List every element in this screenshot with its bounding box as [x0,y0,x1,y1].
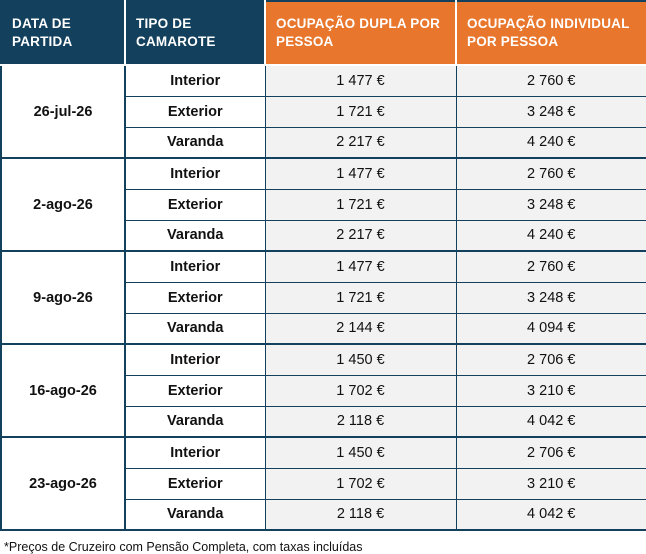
table-body [1,65,646,530]
table-row [1,344,646,375]
single-price-cell: 3 248 € [456,282,646,313]
table-header [1,1,646,65]
double-price-cell: 2 217 € [265,220,456,251]
double-price-cell: 1 477 € [265,65,456,96]
departure-date-cell: 23-ago-26 [1,437,125,530]
double-price-cell: 2 144 € [265,313,456,344]
table-row [1,65,646,96]
cabin-type-cell: Interior [125,251,265,282]
single-price-cell: 4 240 € [456,127,646,158]
column-header-cabin-type: TIPO DE CAMAROTE [125,1,265,65]
cabin-type-cell: Varanda [125,406,265,437]
table-row [1,158,646,189]
single-price-cell: 3 210 € [456,375,646,406]
cabin-type-cell: Varanda [125,220,265,251]
cabin-type-cell: Interior [125,65,265,96]
double-price-cell: 1 721 € [265,282,456,313]
column-header-single-occupancy: OCUPAÇÃO INDIVIDUAL POR PESSOA [456,1,646,65]
cabin-type-cell: Varanda [125,499,265,530]
double-price-cell: 1 450 € [265,437,456,468]
double-price-cell: 1 721 € [265,96,456,127]
double-price-cell: 1 721 € [265,189,456,220]
single-price-cell: 2 760 € [456,251,646,282]
double-price-cell: 1 702 € [265,375,456,406]
departure-date-cell: 2-ago-26 [1,158,125,251]
table-row [1,437,646,468]
double-price-cell: 2 217 € [265,127,456,158]
column-header-double-occupancy: OCUPAÇÃO DUPLA POR PESSOA [265,1,456,65]
cabin-type-cell: Exterior [125,189,265,220]
single-price-cell: 2 706 € [456,344,646,375]
departure-date-cell: 26-jul-26 [1,65,125,158]
single-price-cell: 3 210 € [456,468,646,499]
single-price-cell: 4 042 € [456,406,646,437]
double-price-cell: 1 702 € [265,468,456,499]
table-header-row [1,1,646,65]
single-price-cell: 4 240 € [456,220,646,251]
cabin-type-cell: Exterior [125,282,265,313]
double-price-cell: 2 118 € [265,499,456,530]
double-price-cell: 2 118 € [265,406,456,437]
single-price-cell: 4 042 € [456,499,646,530]
single-price-cell: 3 248 € [456,96,646,127]
double-price-cell: 1 450 € [265,344,456,375]
single-price-cell: 2 760 € [456,158,646,189]
cabin-type-cell: Exterior [125,375,265,406]
cabin-type-cell: Varanda [125,313,265,344]
single-price-cell: 2 706 € [456,437,646,468]
cabin-type-cell: Interior [125,344,265,375]
single-price-cell: 3 248 € [456,189,646,220]
cabin-type-cell: Varanda [125,127,265,158]
cabin-type-cell: Exterior [125,96,265,127]
column-header-departure-date: DATA DE PARTIDA [1,1,125,65]
double-price-cell: 1 477 € [265,158,456,189]
single-price-cell: 2 760 € [456,65,646,96]
table-row [1,251,646,282]
cabin-type-cell: Interior [125,158,265,189]
cabin-type-cell: Exterior [125,468,265,499]
departure-date-cell: 9-ago-26 [1,251,125,344]
departure-date-cell: 16-ago-26 [1,344,125,437]
footnote-text: *Preços de Cruzeiro com Pensão Completa, com taxas incluídas [4,540,363,554]
single-price-cell: 4 094 € [456,313,646,344]
double-price-cell: 1 477 € [265,251,456,282]
cabin-type-cell: Interior [125,437,265,468]
